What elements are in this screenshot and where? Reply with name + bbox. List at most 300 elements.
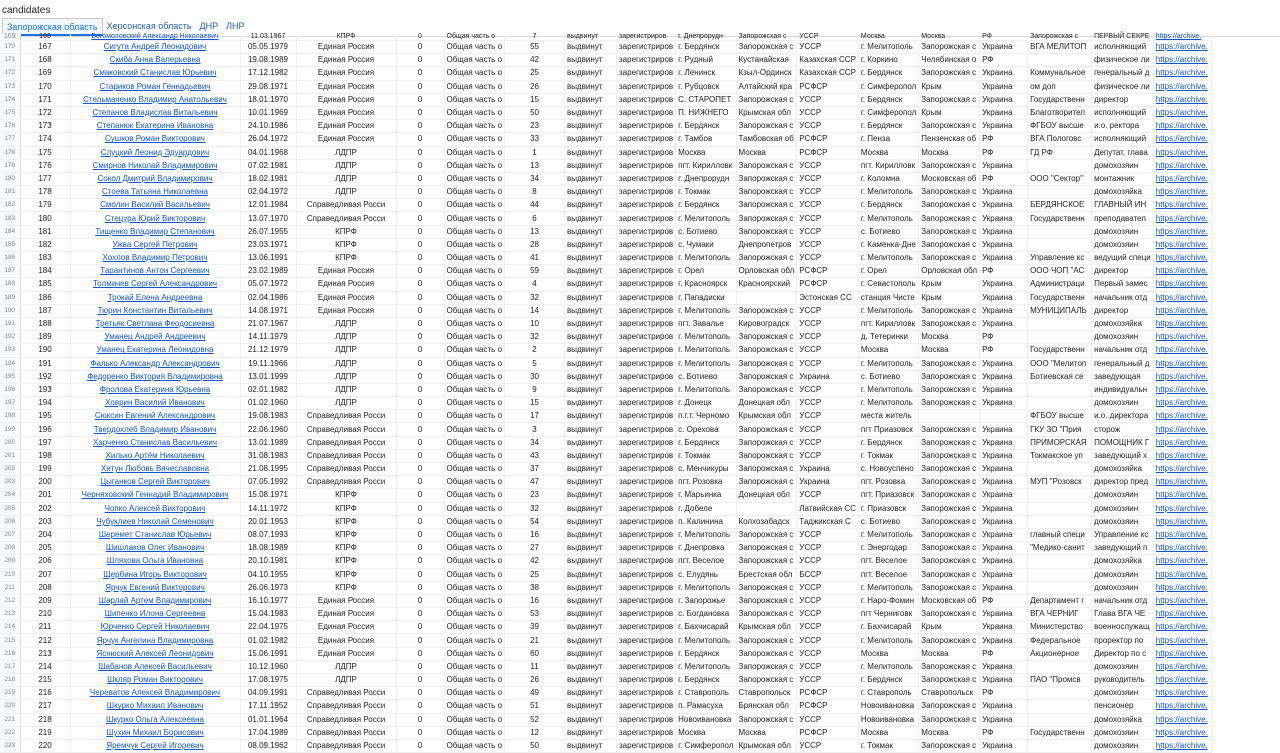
- archive-link-cell[interactable]: https://archive.: [1153, 660, 1211, 673]
- residence-region-cell: Запорожская с: [919, 199, 980, 212]
- archive-link-cell[interactable]: https://archive.: [1153, 304, 1211, 317]
- birth-region-cell: Запорожская с: [736, 660, 797, 673]
- candidate-name-cell[interactable]: Уманец Андрей Андреевич: [70, 331, 240, 344]
- archive-link-cell[interactable]: https://archive.: [1153, 476, 1211, 489]
- party-cell: КПРФ: [296, 502, 396, 515]
- archive-link-cell[interactable]: https://archive.: [1153, 120, 1211, 133]
- table-row: [0, 449, 1211, 462]
- candidate-id-cell: 169: [20, 67, 70, 80]
- residence-place-cell: пгт. Кирилловк: [858, 317, 918, 330]
- status-cell: выдвинут: [565, 528, 617, 541]
- candidate-id-cell: 220: [20, 739, 70, 752]
- candidate-name-cell[interactable]: Чубуклиев Николай Семенович: [70, 515, 240, 528]
- birth-republic-cell: Эстонская СС: [797, 291, 859, 304]
- birth-place-cell: г. Мелитополь: [676, 331, 736, 344]
- birth-place-cell: г. Мелитополь: [676, 344, 736, 357]
- candidate-name-cell[interactable]: Хилько Артём Николаевич: [70, 449, 240, 462]
- candidate-name-cell[interactable]: Шипенко Илона Сергеевна: [70, 608, 240, 621]
- birth-place-cell: г. Мелитополь: [676, 383, 736, 396]
- party-cell: Справедливая Росси: [296, 212, 396, 225]
- birth-date-cell: 16.10.1977: [240, 594, 296, 607]
- registration-cell: зарегистриров: [617, 383, 676, 396]
- residence-region-cell: Запорожская с: [919, 397, 980, 410]
- candidate-name-cell[interactable]: Сюксин Евгений Александрович: [70, 410, 240, 423]
- archive-link-cell[interactable]: https://archive.: [1153, 186, 1211, 199]
- position-cell: Первый замес: [1092, 278, 1154, 291]
- sheet-tab[interactable]: ЛНР: [226, 21, 245, 31]
- party-cell: Единая Россия: [296, 67, 396, 80]
- archive-link-cell[interactable]: https://archive.: [1153, 594, 1211, 607]
- archive-link-cell[interactable]: https://archive.: [1153, 687, 1211, 700]
- row-number-cell: 181: [0, 186, 20, 199]
- archive-link-cell[interactable]: https://archive.: [1153, 93, 1211, 106]
- birth-date-cell: 18.08.1989: [240, 542, 296, 555]
- candidate-name-cell[interactable]: Щербина Игорь Викторович: [70, 568, 240, 581]
- sheet-tab[interactable]: Запорожская область: [2, 18, 103, 36]
- candidate-name-cell[interactable]: Третьяк Светлана Феодосиевна: [70, 317, 240, 330]
- row-number-cell: 176: [0, 120, 20, 133]
- employer-cell: ПАО "Промсв: [1028, 674, 1092, 687]
- birth-place-cell: с. Елудянь: [676, 568, 736, 581]
- birth-place-cell: г. Мелитополь: [676, 304, 736, 317]
- district-type-cell: Общая часть о: [444, 172, 505, 185]
- position-cell: начальник отд: [1092, 291, 1154, 304]
- registration-cell: зарегистриров: [617, 436, 676, 449]
- table-row: [0, 93, 1211, 106]
- position-cell: домохозяйка: [1092, 317, 1154, 330]
- archive-link-cell[interactable]: https://archive.: [1153, 370, 1211, 383]
- candidate-name-cell[interactable]: Степанюк Екатерина Ивановна: [70, 120, 240, 133]
- birth-republic-cell: УССР: [797, 120, 859, 133]
- archive-link-cell[interactable]: https://archive.: [1153, 133, 1211, 146]
- archive-link-cell[interactable]: https://archive.: [1153, 41, 1211, 54]
- column-zero-cell: 0: [396, 423, 444, 436]
- archive-link-cell[interactable]: https://archive.: [1153, 159, 1211, 172]
- archive-link-cell[interactable]: https://archive.: [1153, 291, 1211, 304]
- birth-region-cell: Донецкая обл: [736, 397, 797, 410]
- registration-cell: зарегистриров: [617, 331, 676, 344]
- position-cell: домохозяин: [1092, 489, 1154, 502]
- position-cell: руководитель: [1092, 674, 1154, 687]
- employer-cell: Управление кс: [1028, 252, 1092, 265]
- archive-link-cell[interactable]: https://archive.: [1153, 331, 1211, 344]
- employer-cell: [1028, 568, 1092, 581]
- table-row: [0, 660, 1211, 673]
- status-cell: выдвинут: [565, 120, 617, 133]
- birth-date-cell: 26.07.1955: [240, 225, 296, 238]
- position-cell: и.о. ректора: [1092, 120, 1154, 133]
- column-zero-cell: 0: [396, 278, 444, 291]
- list-number-cell: 1: [505, 146, 565, 159]
- candidate-name-cell[interactable]: Стельмаченко Владимир Анатольевич: [70, 93, 240, 106]
- list-number-cell: 16: [505, 594, 565, 607]
- birth-date-cell: 12.01.1984: [240, 199, 296, 212]
- candidate-name-cell[interactable]: Хитун Любовь Вячеславовна: [70, 463, 240, 476]
- candidate-name-cell[interactable]: Цыганков Сергей Викторович: [70, 476, 240, 489]
- registration-cell: зарегистриров: [617, 674, 676, 687]
- position-cell: домохозяин: [1092, 159, 1154, 172]
- birth-republic-cell: РСФСР: [797, 687, 859, 700]
- row-number-cell: 222: [0, 726, 20, 739]
- birth-place-cell: г. Рудный: [676, 54, 736, 67]
- archive-link-cell[interactable]: https://archive.: [1153, 674, 1211, 687]
- candidate-name-cell[interactable]: Шишлаков Олег Иванович: [70, 542, 240, 555]
- candidate-id-cell: 199: [20, 463, 70, 476]
- candidate-name-cell[interactable]: Сушков Роман Викторович: [70, 133, 240, 146]
- birth-date-cell: 22.06.1960: [240, 423, 296, 436]
- party-cell: ЛДПР: [296, 370, 396, 383]
- candidate-name-cell[interactable]: Ярчук Ангелина Владимировна: [70, 634, 240, 647]
- birth-date-cell: 07.02.1981: [240, 159, 296, 172]
- candidate-name-cell[interactable]: Хохлов Владимир Петрович: [70, 252, 240, 265]
- table-row: [0, 146, 1211, 159]
- residence-region-cell: Запорожская с: [919, 476, 980, 489]
- row-number-cell: 191: [0, 317, 20, 330]
- archive-link-cell[interactable]: https://archive.: [1153, 739, 1211, 752]
- district-type-cell: Общая часть о: [444, 304, 505, 317]
- archive-link-cell[interactable]: https://archive.: [1153, 542, 1211, 555]
- table-row: [0, 133, 1211, 146]
- archive-link-cell[interactable]: https://archive.: [1153, 700, 1211, 713]
- candidate-name-cell[interactable]: Шарлай Артем Владимирович: [70, 594, 240, 607]
- candidate-name-cell[interactable]: Уманец Екатерина Леонидовна: [70, 344, 240, 357]
- birth-republic-cell: УССР: [797, 634, 859, 647]
- row-number-cell: 203: [0, 476, 20, 489]
- candidate-name-cell[interactable]: Фролова Екатерина Юрьевна: [70, 383, 240, 396]
- position-cell: монтажник: [1092, 172, 1154, 185]
- list-number-cell: 33: [505, 133, 565, 146]
- column-zero-cell: 0: [396, 106, 444, 119]
- list-number-cell: 25: [505, 67, 565, 80]
- table-row: [0, 172, 1211, 185]
- row-number-cell: 183: [0, 212, 20, 225]
- table-row: [0, 515, 1211, 528]
- residence-region-cell: Москва: [919, 344, 980, 357]
- candidate-name-cell[interactable]: Шкурко Михаил Иванович: [70, 700, 240, 713]
- birth-date-cell: 17.12.1982: [240, 67, 296, 80]
- residence-country-cell: Украина: [980, 212, 1028, 225]
- status-cell: выдвинут: [565, 397, 617, 410]
- archive-link-cell[interactable]: https://archive.: [1153, 423, 1211, 436]
- birth-region-cell: Запорожская с: [736, 304, 797, 317]
- employer-cell: Коммунальное: [1028, 67, 1092, 80]
- archive-link-cell[interactable]: https://archive.: [1153, 67, 1211, 80]
- party-cell: КПРФ: [296, 581, 396, 594]
- district-type-cell: Общая часть о: [444, 423, 505, 436]
- archive-link-cell[interactable]: https://archive.: [1153, 713, 1211, 726]
- candidate-name-cell[interactable]: Шкурко Ольга Алексеевна: [70, 713, 240, 726]
- archive-link-cell[interactable]: https://archive.: [1153, 634, 1211, 647]
- district-type-cell: Общая часть о: [444, 146, 505, 159]
- candidate-id-cell: 177: [20, 172, 70, 185]
- archive-link-cell[interactable]: https://archive.: [1153, 225, 1211, 238]
- archive-link-cell[interactable]: https://archive.: [1153, 581, 1211, 594]
- candidate-name-cell[interactable]: Смолин Василий Васильевич: [70, 199, 240, 212]
- residence-region-cell: Запорожская с: [919, 713, 980, 726]
- candidate-name-cell[interactable]: Смирнов Николай Владимирович: [70, 159, 240, 172]
- birth-republic-cell: УССР: [797, 93, 859, 106]
- archive-link-cell[interactable]: https://archive.: [1153, 357, 1211, 370]
- status-cell: выдвинут: [565, 489, 617, 502]
- residence-region-cell: Московская об: [919, 172, 980, 185]
- candidate-name-cell[interactable]: Тарантинов Антон Сергеевич: [70, 265, 240, 278]
- candidate-name-cell[interactable]: Шкляр Роман Викторович: [70, 674, 240, 687]
- residence-country-cell: Украина: [980, 713, 1028, 726]
- row-number-cell: 193: [0, 344, 20, 357]
- table-row: [0, 542, 1211, 555]
- candidate-name-cell[interactable]: Черняховский Геннадий Владимирович: [70, 489, 240, 502]
- candidate-name-cell[interactable]: Стоева Татьяна Николаевна: [70, 186, 240, 199]
- archive-link-cell[interactable]: https://archive.: [1153, 726, 1211, 739]
- status-cell: выдвинут: [565, 80, 617, 93]
- status-cell: выдвинут: [565, 225, 617, 238]
- table-row: [0, 647, 1211, 660]
- residence-country-cell: РФ: [980, 647, 1028, 660]
- candidate-name-cell[interactable]: Юрченко Сергей Николаевич: [70, 621, 240, 634]
- residence-country-cell: Украина: [980, 291, 1028, 304]
- column-zero-cell: 0: [396, 660, 444, 673]
- table-row: [0, 410, 1211, 423]
- list-number-cell: 15: [505, 397, 565, 410]
- candidate-name-cell[interactable]: Ужва Сергей Петрович: [70, 238, 240, 251]
- table-row: [0, 304, 1211, 317]
- position-cell: домохозяин: [1092, 726, 1154, 739]
- status-cell: выдвинут: [565, 449, 617, 462]
- archive-link-cell[interactable]: https://archive.: [1153, 172, 1211, 185]
- candidate-name-cell[interactable]: Яремчук Сергей Игоревич: [70, 739, 240, 752]
- candidate-name-cell[interactable]: Фалько Александр Александрович: [70, 357, 240, 370]
- archive-link-cell[interactable]: https://archive.: [1153, 449, 1211, 462]
- candidate-name-cell[interactable]: Чопко Алексей Викторович: [70, 502, 240, 515]
- candidate-name-cell[interactable]: Стецура Юрий Викторович: [70, 212, 240, 225]
- candidate-name-cell[interactable]: Тищенко Владимир Степанович: [70, 225, 240, 238]
- archive-link-cell[interactable]: https://archive.: [1153, 252, 1211, 265]
- registration-cell: зарегистриров: [617, 476, 676, 489]
- employer-cell: ГД РФ: [1028, 146, 1092, 159]
- status-cell: выдвинут: [565, 291, 617, 304]
- archive-link-cell[interactable]: https://archive.: [1153, 515, 1211, 528]
- column-zero-cell: 0: [396, 528, 444, 541]
- candidate-name-cell[interactable]: Харченко Станислав Васильевич: [70, 436, 240, 449]
- candidate-name-cell[interactable]: Шабанов Алексей Васильевич: [70, 660, 240, 673]
- candidate-name-cell[interactable]: Богомоловский Александр Николаевич: [70, 34, 240, 41]
- archive-link-cell[interactable]: https://archive.: [1153, 278, 1211, 291]
- archive-link-cell[interactable]: https://archive.: [1153, 555, 1211, 568]
- status-cell: выдвинут: [565, 476, 617, 489]
- registration-cell: зарегистриров: [617, 463, 676, 476]
- archive-link-cell[interactable]: https://archive.: [1153, 265, 1211, 278]
- birth-place-cell: с. Чумаки: [676, 238, 736, 251]
- residence-region-cell: Запорожская с: [919, 449, 980, 462]
- candidate-name-cell[interactable]: Шляхова Ольга Ивановна: [70, 555, 240, 568]
- candidate-name-cell[interactable]: Толмачев Сергей Александрович: [70, 278, 240, 291]
- residence-region-cell: Орловская обл: [919, 265, 980, 278]
- birth-region-cell: Запорожская с: [736, 383, 797, 396]
- archive-link-cell[interactable]: https://archive.: [1153, 344, 1211, 357]
- birth-region-cell: Орловская обл: [736, 265, 797, 278]
- birth-region-cell: Брянская обл: [736, 700, 797, 713]
- candidate-name-cell[interactable]: Ярчук Евгений Викторович: [70, 581, 240, 594]
- registration-cell: зарегистриров: [617, 186, 676, 199]
- archive-link-cell[interactable]: https://archive.: [1153, 238, 1211, 251]
- residence-place-cell: г. Мелитополь: [858, 397, 918, 410]
- table-row: [0, 621, 1211, 634]
- residence-country-cell: Украина: [980, 674, 1028, 687]
- archive-link-cell[interactable]: https://archive.: [1153, 436, 1211, 449]
- archive-link-cell[interactable]: https://archive.: [1153, 317, 1211, 330]
- candidate-id-cell: 200: [20, 476, 70, 489]
- residence-place-cell: Москва: [858, 647, 918, 660]
- status-cell: выдвинут: [565, 199, 617, 212]
- list-number-cell: 23: [505, 489, 565, 502]
- birth-republic-cell: УССР: [797, 555, 859, 568]
- birth-region-cell: Крымская обл: [736, 739, 797, 752]
- registration-cell: зарегистриров: [617, 489, 676, 502]
- column-zero-cell: 0: [396, 357, 444, 370]
- archive-link-cell[interactable]: https://archive.: [1153, 410, 1211, 423]
- residence-country-cell: Украина: [980, 528, 1028, 541]
- table-row: [0, 331, 1211, 344]
- birth-place-cell: г. Бердянск: [676, 436, 736, 449]
- residence-region-cell: Запорожская с: [919, 317, 980, 330]
- archive-link-cell[interactable]: https://archive.: [1153, 54, 1211, 67]
- column-zero-cell: 0: [396, 34, 444, 41]
- position-cell: домохозяйка: [1092, 186, 1154, 199]
- status-cell: выдвинут: [565, 739, 617, 752]
- list-number-cell: 34: [505, 172, 565, 185]
- spreadsheet-grid[interactable]: [0, 33, 1280, 751]
- birth-republic-cell: УССР: [797, 252, 859, 265]
- birth-republic-cell: УССР: [797, 674, 859, 687]
- candidate-id-cell: 190: [20, 344, 70, 357]
- birth-date-cell: 02.04.1986: [240, 291, 296, 304]
- archive-link-cell[interactable]: https://archive.: [1153, 383, 1211, 396]
- residence-region-cell: Запорожская с: [919, 41, 980, 54]
- candidate-name-cell[interactable]: Сокол Дмитрий Владимирович: [70, 172, 240, 185]
- archive-link-cell[interactable]: https://archive.: [1153, 647, 1211, 660]
- candidate-name-cell[interactable]: Слуцкий Леонид Эдуардович: [70, 146, 240, 159]
- residence-region-cell: Москва: [919, 34, 980, 41]
- birth-republic-cell: УССР: [797, 41, 859, 54]
- position-cell: ГЛАВНЫЙ ИН: [1092, 199, 1154, 212]
- residence-country-cell: Украина: [980, 739, 1028, 752]
- employer-cell: Государственн: [1028, 93, 1092, 106]
- candidate-name-cell[interactable]: Яснюский Алексей Леонидович: [70, 647, 240, 660]
- row-number-cell: 180: [0, 172, 20, 185]
- table-row: [0, 383, 1211, 396]
- candidate-name-cell[interactable]: Тюрин Константин Витальевич: [70, 304, 240, 317]
- birth-region-cell: [736, 502, 797, 515]
- candidate-name-cell[interactable]: Скиба Анна Валерьевна: [70, 54, 240, 67]
- column-zero-cell: 0: [396, 397, 444, 410]
- archive-link-cell[interactable]: https://archive.: [1153, 568, 1211, 581]
- birth-region-cell: Запорожская с: [736, 594, 797, 607]
- residence-place-cell: г. Симферопол: [858, 106, 918, 119]
- registration-cell: зарегистриров: [617, 370, 676, 383]
- party-cell: ЛДПР: [296, 146, 396, 159]
- employer-cell: БЕРДЯНСКОЕ: [1028, 199, 1092, 212]
- archive-link-cell[interactable]: https://archive.: [1153, 397, 1211, 410]
- registration-cell: зарегистриров: [617, 278, 676, 291]
- archive-link-cell[interactable]: https://archive.: [1153, 621, 1211, 634]
- archive-link-cell[interactable]: https://archive.: [1153, 146, 1211, 159]
- candidate-id-cell: 184: [20, 265, 70, 278]
- residence-region-cell: Запорожская с: [919, 93, 980, 106]
- candidate-name-cell[interactable]: Ховрин Василий Иванович: [70, 397, 240, 410]
- table-row: [0, 291, 1211, 304]
- birth-date-cell: 17.04.1989: [240, 726, 296, 739]
- status-cell: выдвинут: [565, 146, 617, 159]
- residence-place-cell: г. Мелитополь: [858, 357, 918, 370]
- registration-cell: зарегистриров: [617, 502, 676, 515]
- candidate-name-cell[interactable]: Трокай Елена Андреевна: [70, 291, 240, 304]
- table-row: [0, 186, 1211, 199]
- archive-link-cell[interactable]: https://archive.: [1153, 463, 1211, 476]
- list-number-cell: 8: [505, 186, 565, 199]
- table-row: [0, 120, 1211, 133]
- residence-country-cell: [980, 410, 1028, 423]
- residence-place-cell: г. Мелитополь: [858, 212, 918, 225]
- column-zero-cell: 0: [396, 647, 444, 660]
- candidate-name-cell[interactable]: Степанов Владислав Витальевич: [70, 106, 240, 119]
- district-type-cell: Общая часть о: [444, 67, 505, 80]
- column-zero-cell: 0: [396, 186, 444, 199]
- position-cell: Директор по с: [1092, 647, 1154, 660]
- residence-region-cell: Запорожская с: [919, 660, 980, 673]
- position-cell: директор пред: [1092, 476, 1154, 489]
- candidate-name-cell[interactable]: Твердохлеб Владимир Иванович: [70, 423, 240, 436]
- employer-cell: [1028, 660, 1092, 673]
- archive-link-cell[interactable]: https://archive.: [1153, 34, 1211, 41]
- candidate-name-cell[interactable]: Сигута Андрей Леонидович: [70, 41, 240, 54]
- archive-link-cell[interactable]: https://archive.: [1153, 608, 1211, 621]
- status-cell: выдвинут: [565, 647, 617, 660]
- district-type-cell: Общая часть о: [444, 410, 505, 423]
- position-cell: домохозяин: [1092, 502, 1154, 515]
- archive-link-cell[interactable]: https://archive.: [1153, 502, 1211, 515]
- registration-cell: зарегистриров: [617, 726, 676, 739]
- district-type-cell: Общая часть о: [444, 370, 505, 383]
- sheet-tab[interactable]: Херсонская область: [106, 21, 192, 31]
- residence-region-cell: Москва: [919, 146, 980, 159]
- candidate-name-cell[interactable]: Череватов Алексей Владимирович: [70, 687, 240, 700]
- archive-link-cell[interactable]: https://archive.: [1153, 528, 1211, 541]
- column-zero-cell: 0: [396, 463, 444, 476]
- table-row: [0, 106, 1211, 119]
- residence-place-cell: г. Бахчисарай: [858, 621, 918, 634]
- candidate-name-cell[interactable]: Шухин Михаил Борисович: [70, 726, 240, 739]
- candidate-name-cell[interactable]: Стариков Роман Геннадьевич: [70, 80, 240, 93]
- candidate-name-cell[interactable]: Федоренко Виктория Владимировна: [70, 370, 240, 383]
- candidate-name-cell[interactable]: Смаковский Станислав Юрьевич: [70, 67, 240, 80]
- archive-link-cell[interactable]: https://archive.: [1153, 80, 1211, 93]
- registration-cell: зарегистриров: [617, 212, 676, 225]
- sheet-tab[interactable]: ДНР: [199, 21, 219, 31]
- district-type-cell: Общая часть о: [444, 133, 505, 146]
- district-type-cell: Общая часть о: [444, 502, 505, 515]
- birth-region-cell: Москва: [736, 146, 797, 159]
- archive-link-cell[interactable]: https://archive.: [1153, 199, 1211, 212]
- candidate-name-cell[interactable]: Шеремет Станислав Юрьевич: [70, 528, 240, 541]
- archive-link-cell[interactable]: https://archive.: [1153, 212, 1211, 225]
- residence-place-cell: г. Севастополь: [858, 278, 918, 291]
- candidate-id-cell: 208: [20, 581, 70, 594]
- residence-place-cell: д. Тетеринки: [858, 331, 918, 344]
- archive-link-cell[interactable]: https://archive.: [1153, 106, 1211, 119]
- position-cell: физическое ли: [1092, 80, 1154, 93]
- birth-date-cell: 01.02.1960: [240, 397, 296, 410]
- archive-link-cell[interactable]: https://archive.: [1153, 489, 1211, 502]
